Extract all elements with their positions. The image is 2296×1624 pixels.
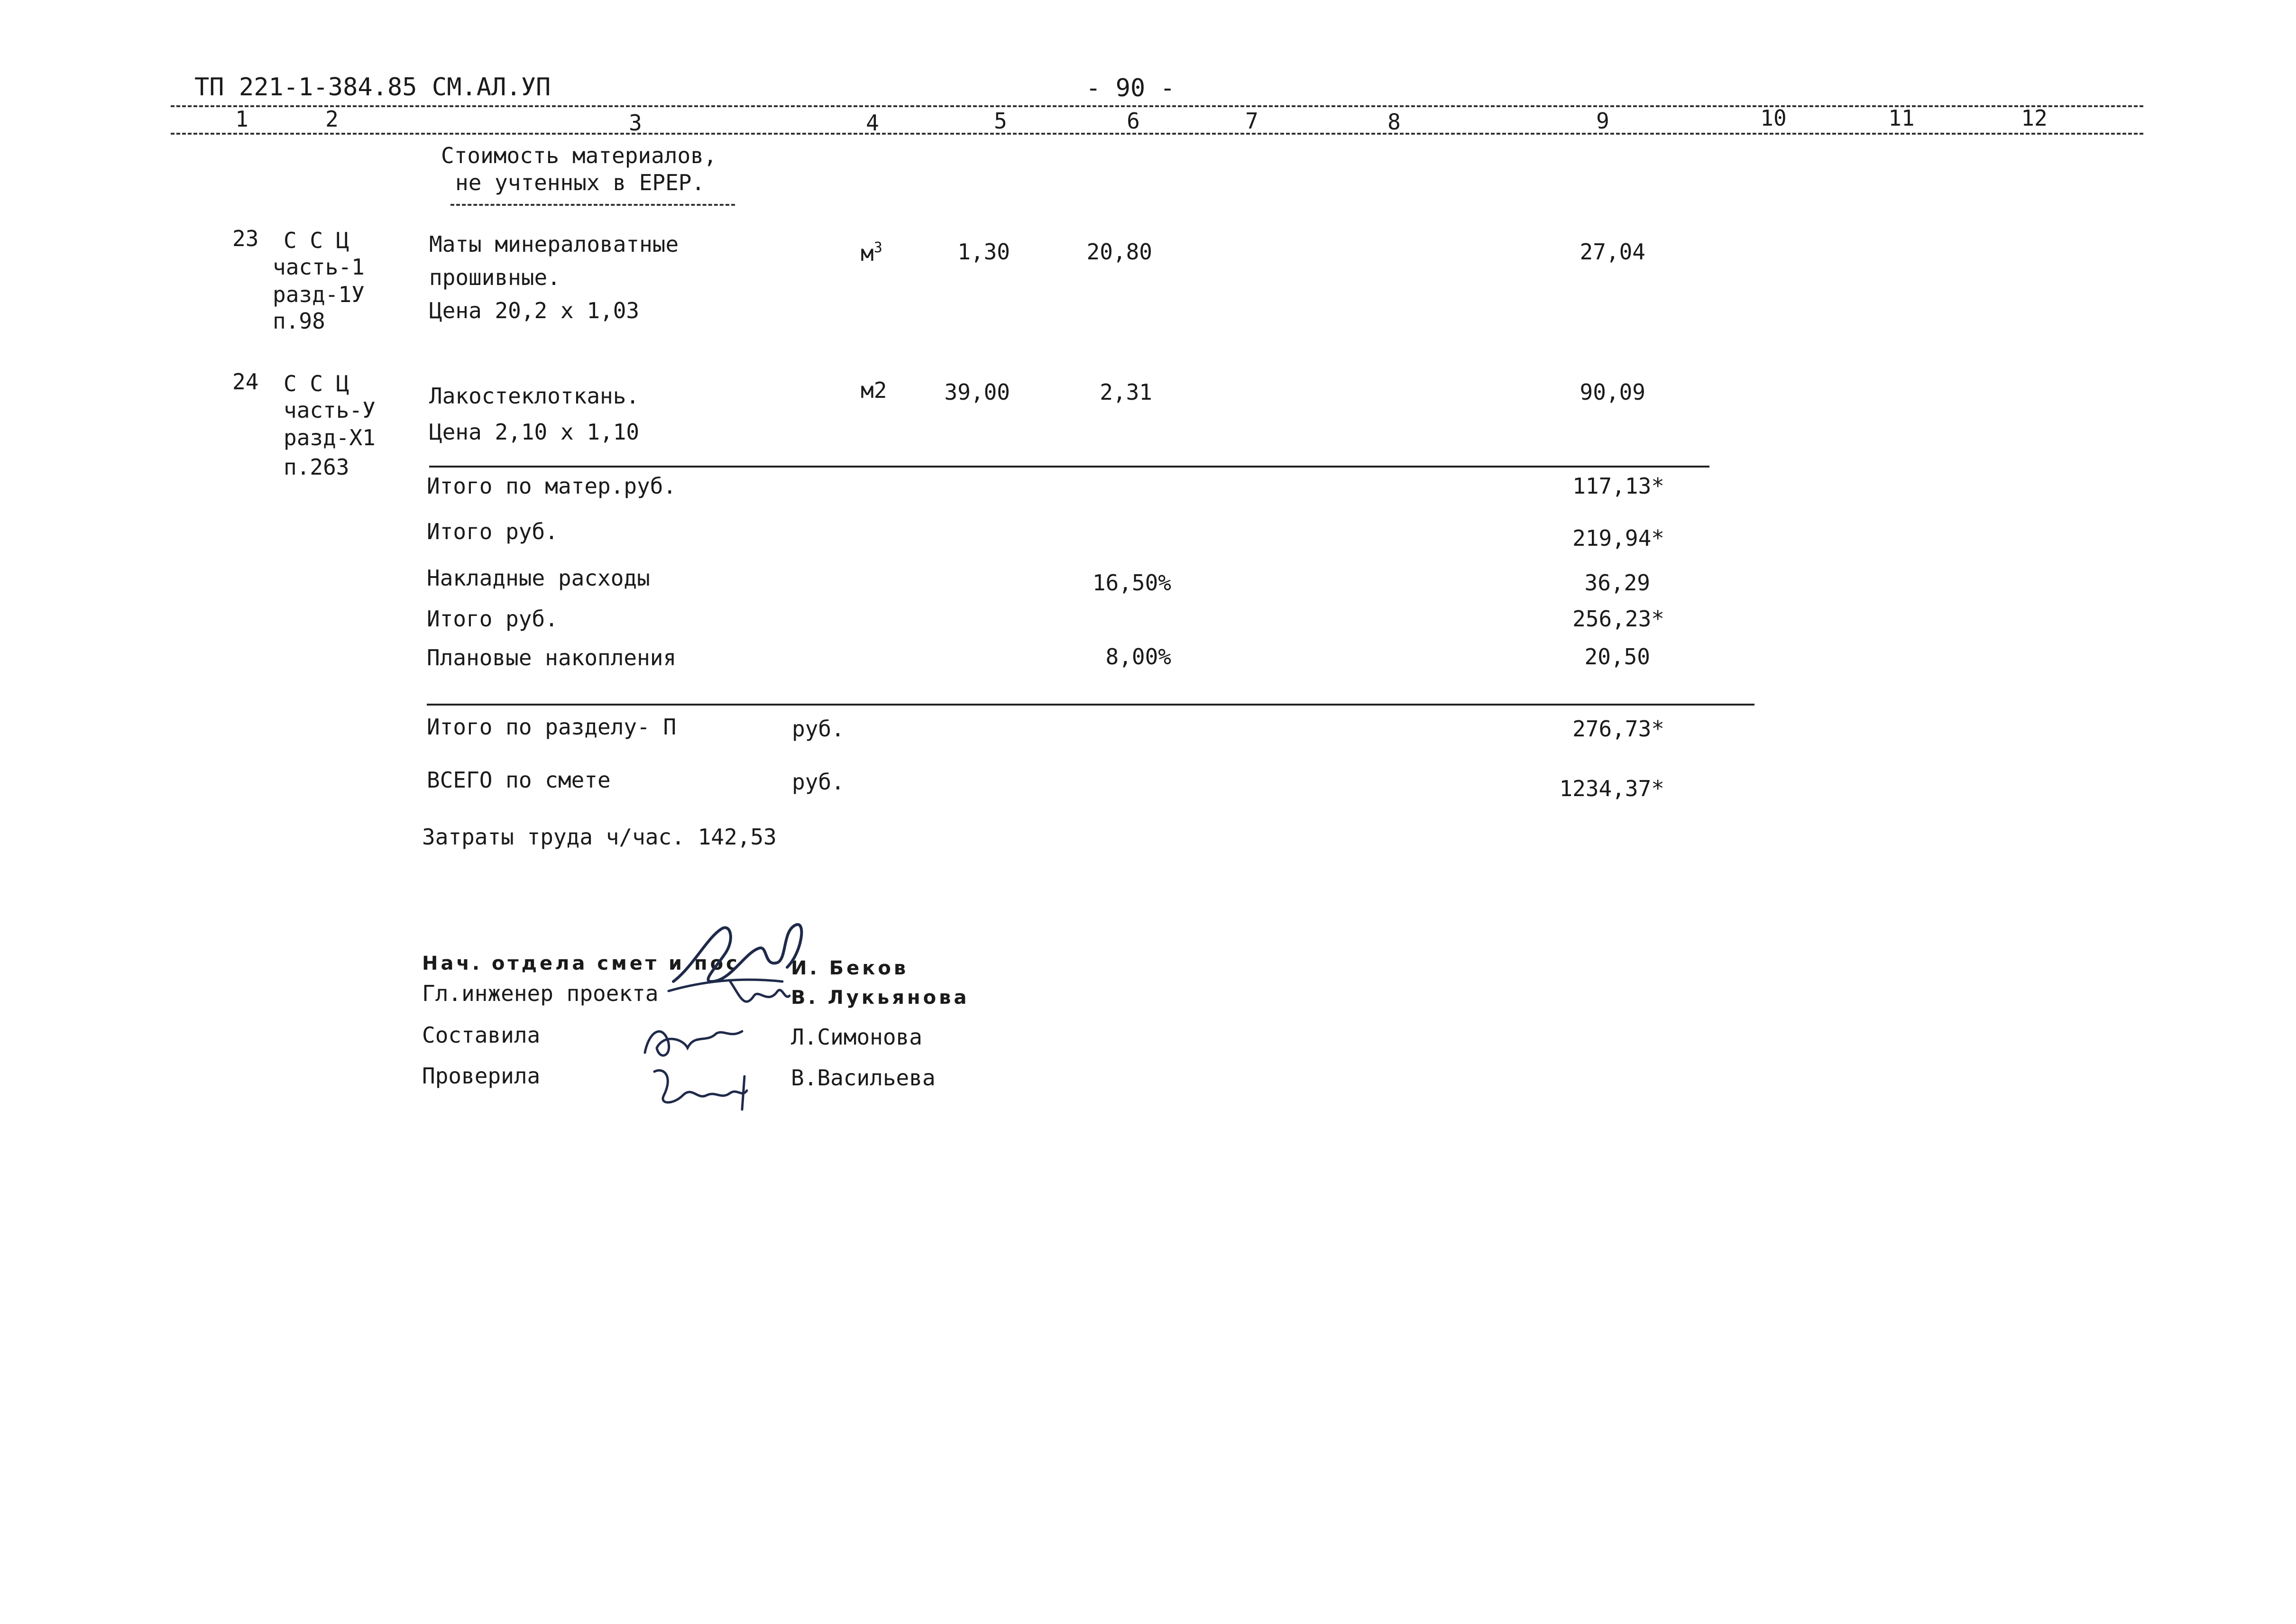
signature-role: Гл.инженер проекта [422,981,659,1006]
column-number: 11 [1888,105,1915,131]
total-percent: 16,50% [1092,570,1171,596]
section-total-value: 276,73* [1572,716,1664,742]
item-quantity: 39,00 [944,379,1010,405]
item-source: часть-1 [273,254,365,280]
column-number: 3 [629,110,642,136]
item-unit-price: 2,31 [1100,379,1152,405]
total-label: Итого по матер.руб. [427,473,677,499]
handwritten-signature-icon [726,977,792,1015]
section-total-label: Итого по разделу- П [427,714,677,740]
total-label: Накладные расходы [427,565,650,591]
item-number: 24 [232,369,259,395]
page-number: - 90 - [1086,74,1175,102]
column-number: 6 [1127,108,1140,134]
signature-name: И. Беков [791,957,909,979]
total-label: Итого руб. [427,519,558,544]
total-value: 256,23* [1572,606,1664,632]
column-number: 1 [235,106,248,132]
item-total: 90,09 [1580,379,1645,405]
column-number: 10 [1760,105,1787,131]
item-source: часть-У [284,397,376,423]
item-unit-price: 20,80 [1086,239,1152,265]
total-label: Плановые накопления [427,645,677,670]
signature-name: Л.Симонова [791,1024,922,1050]
item-source: разд-1У [273,282,365,307]
item-name: Маты минераловатные [429,231,679,257]
item-unit: м2 [861,377,887,403]
item-source: п.98 [273,308,325,334]
column-number: 12 [2021,105,2048,131]
subtotal-rule [429,466,1709,468]
item-source: п.263 [284,454,349,480]
labor-costs: Затраты труда ч/час. 142,53 [422,824,777,850]
item-quantity: 1,30 [957,239,1010,265]
total-value: 36,29 [1584,570,1650,596]
item-name: прошивные. [429,265,560,290]
column-number: 5 [994,108,1007,134]
header-rule-bottom [171,133,2143,135]
item-source: С С Ц [284,371,349,396]
column-number: 7 [1245,108,1258,134]
item-price-formula: Цена 20,2 х 1,03 [429,298,640,323]
item-number: 23 [232,226,259,251]
column-number: 8 [1387,109,1401,135]
item-source: С С Ц [284,228,349,253]
total-value: 219,94* [1572,525,1664,551]
section-total-rule [427,704,1754,706]
total-label: Итого руб. [427,606,558,632]
item-price-formula: Цена 2,10 х 1,10 [429,419,640,445]
section-total-unit: руб. [792,716,845,742]
column-number: 9 [1596,108,1609,134]
section-title-underline [450,204,735,206]
item-name: Лакостеклоткань. [429,383,640,409]
grand-total-unit: руб. [792,769,845,795]
column-number: 2 [325,106,339,132]
signature-name: В. Лукьянова [791,987,970,1009]
total-value: 117,13* [1572,473,1664,499]
document-code: ТП 221-1-384.85 СМ.АЛ.УП [194,73,551,101]
signature-name: В.Васильева [791,1065,936,1091]
column-number: 4 [866,110,879,136]
item-total: 27,04 [1580,239,1645,265]
grand-total-value: 1234,37* [1559,776,1664,801]
section-title-line-1: Стоимость материалов, [441,143,717,168]
item-source: разд-Х1 [284,425,376,450]
total-value: 20,50 [1584,644,1650,670]
signature-role: Нач. отдела смет и пос [422,953,740,974]
grand-total-label: ВСЕГО по смете [427,767,611,793]
total-percent: 8,00% [1105,644,1171,670]
signature-role: Проверила [422,1063,541,1089]
handwritten-signature-icon [645,1057,759,1114]
header-rule-top [171,105,2143,107]
item-unit: $м^3$ [861,239,882,266]
signature-role: Составила [422,1022,541,1048]
section-title-line-2: не учтенных в ЕРЕР. [455,170,705,195]
